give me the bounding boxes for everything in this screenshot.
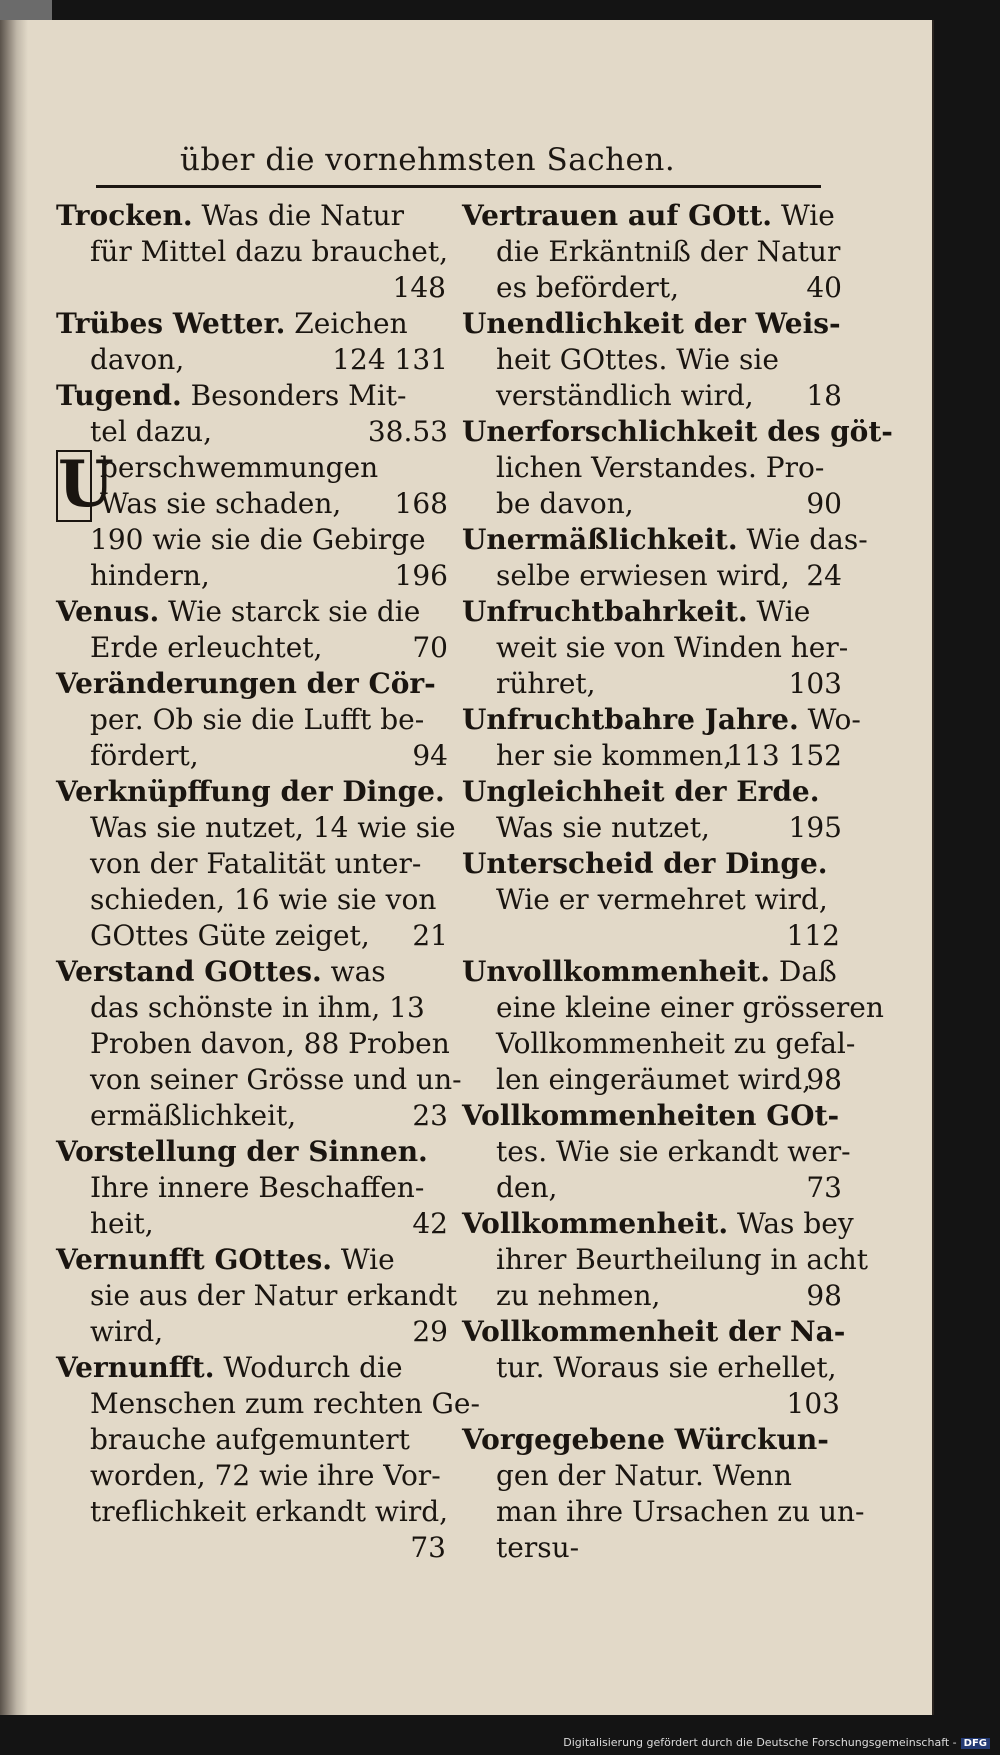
entry-line (462, 378, 842, 414)
entry-line (462, 1134, 851, 1170)
entry-text: rühret, (496, 667, 596, 700)
index-entry (462, 1422, 865, 1566)
entry-text: Wie er vermehret wird, (496, 883, 828, 916)
entry-line (56, 450, 448, 486)
entry-line (56, 1098, 448, 1134)
page-number: 40 (806, 271, 842, 304)
entry-line (56, 1458, 448, 1494)
entry-line (56, 1494, 448, 1530)
entry-text: verständlich wird, (496, 379, 754, 412)
entry-line (462, 774, 842, 810)
running-head: über die vornehmsten Sachen. (180, 142, 676, 178)
entry-line (56, 1314, 448, 1350)
entry-line (56, 630, 448, 666)
page-number: 70 (412, 631, 448, 664)
entry-text: sie aus der Natur erkandt (90, 1279, 458, 1312)
entry-headword: Venus. (56, 595, 160, 628)
entry-text: von seiner Grösse und un- (90, 1063, 462, 1096)
entry-line (462, 1350, 842, 1386)
entry-headword: Unfruchtbahrkeit. (462, 595, 748, 628)
entry-text: brauche aufgemuntert (90, 1423, 410, 1456)
entry-line (56, 918, 448, 954)
entry-text: Erde erleuchtet, (90, 631, 323, 664)
entry-text: heit, (90, 1207, 154, 1240)
page-number: 18 (806, 379, 842, 412)
entry-text: Was sie nutzet, (496, 811, 710, 844)
entry-line (462, 702, 861, 738)
entry-line (56, 522, 448, 558)
index-entry (462, 306, 842, 414)
entry-text: man ihre Ursachen zu un- (496, 1495, 865, 1528)
entry-line (462, 918, 842, 954)
entry-line (462, 1242, 868, 1278)
header-rule (96, 185, 821, 188)
entry-headword: Vernunfft. (56, 1351, 215, 1384)
entry-text: heit GOttes. Wie sie (496, 343, 779, 376)
entry-text: hindern, (90, 559, 210, 592)
entry-line (56, 882, 448, 918)
entry-text: wird, (90, 1315, 164, 1348)
page-number: 24 (806, 559, 842, 592)
entry-line (462, 1206, 854, 1242)
page-number: 148 (392, 271, 446, 304)
entry-text: len eingeräumet wird, (496, 1063, 812, 1096)
entry-text: be davon, (496, 487, 634, 520)
entry-text: Besonders Mit- (181, 379, 407, 412)
page-number: 38.53 (367, 415, 448, 448)
entry-line (462, 882, 842, 918)
entry-line (462, 990, 884, 1026)
entry-headword: Vernunfft GOttes. (56, 1243, 332, 1276)
page-number: 73 (806, 1171, 842, 1204)
entry-text: Was die Natur (192, 199, 405, 232)
entry-headword: Veränderungen der Cör- (56, 667, 436, 700)
page-number: 113 152 (726, 739, 842, 772)
index-entry (462, 774, 842, 846)
decorated-initial: U (58, 447, 114, 522)
page-number: 103 (786, 1387, 840, 1420)
index-entry (462, 1314, 846, 1422)
spine-shadow (0, 20, 28, 1715)
entry-text: schieden, 16 wie sie von (90, 883, 437, 916)
page-number: 94 (412, 739, 448, 772)
entry-line (462, 1458, 842, 1494)
entry-text: 190 wie sie die Gebirge (90, 523, 426, 556)
page-number: 124 131 (332, 343, 448, 376)
entry-headword: Vollkommenheiten GOt- (462, 1099, 840, 1132)
index-entry (462, 702, 861, 774)
entry-line (56, 846, 448, 882)
entry-text: für Mittel dazu brauchet, (90, 235, 449, 268)
entry-text: Wodurch die (214, 1351, 403, 1384)
entry-text: ihrer Beurtheilung in acht (496, 1243, 868, 1276)
index-entry (56, 954, 462, 1134)
entry-line (462, 522, 868, 558)
entry-text: den, (496, 1171, 558, 1204)
entry-headword: Vorstellung der Sinnen. (56, 1135, 428, 1168)
entry-line (462, 738, 842, 774)
entry-text: zu nehmen, (496, 1279, 661, 1312)
entry-text: per. Ob sie die Lufft be- (90, 703, 425, 736)
entry-headword: Ungleichheit der Erde. (462, 775, 820, 808)
entry-headword: Tugend. (56, 379, 182, 412)
entry-text: von der Fatalität unter- (90, 847, 422, 880)
entry-text: davon, (90, 343, 185, 376)
page-number: 42 (412, 1207, 448, 1240)
entry-line (462, 1170, 842, 1206)
entry-headword: Unfruchtbahre Jahre. (462, 703, 799, 736)
entry-line (56, 1206, 448, 1242)
index-entry (462, 414, 893, 522)
entry-text: Wie (772, 199, 835, 232)
entry-line (56, 1026, 448, 1062)
page-number: 196 (394, 559, 448, 592)
entry-line (56, 198, 448, 234)
entry-line (56, 558, 448, 594)
entry-text: Wie starck sie die (159, 595, 421, 628)
entry-text: her sie kommen, (496, 739, 733, 772)
index-entry (462, 1206, 868, 1314)
entry-text: Zeichen (285, 307, 408, 340)
entry-line (56, 486, 448, 522)
entry-text: fördert, (90, 739, 199, 772)
entry-line (462, 954, 842, 990)
page-number: 195 (788, 811, 842, 844)
entry-text: Was sie nutzet, 14 wie sie (90, 811, 456, 844)
index-entry (462, 954, 884, 1098)
entry-text: die Erkäntniß der Natur (496, 235, 841, 268)
entry-line (462, 630, 849, 666)
page-number: 112 (786, 919, 840, 952)
entry-text: worden, 72 wie ihre Vor- (90, 1459, 441, 1492)
entry-text: Wie (331, 1243, 395, 1276)
page-number: 90 (806, 487, 842, 520)
entry-line (56, 738, 448, 774)
entry-text: lichen Verstandes. Pro- (496, 451, 825, 484)
entry-text: berschwemmungen (100, 451, 379, 484)
entry-line (462, 666, 842, 702)
page-number: 23 (412, 1099, 448, 1132)
entry-headword: Trübes Wetter. (56, 307, 286, 340)
entry-text: eine kleine einer grösseren (496, 991, 884, 1024)
entry-line (56, 378, 448, 414)
entry-line (56, 666, 448, 702)
entry-text: weit sie von Winden her- (496, 631, 849, 664)
entry-line (462, 486, 842, 522)
entry-line (56, 810, 456, 846)
index-entry (462, 522, 868, 594)
page-number: 98 (806, 1063, 842, 1096)
entry-line (56, 234, 448, 270)
entry-line (462, 1314, 846, 1350)
entry-line (462, 810, 842, 846)
entry-text: tes. Wie sie erkandt wer- (496, 1135, 851, 1168)
entry-line (462, 1494, 865, 1530)
page-number: 98 (806, 1279, 842, 1312)
entry-text: selbe erwiesen wird, (496, 559, 790, 592)
book-page (0, 20, 934, 1715)
entry-text: gen der Natur. Wenn (496, 1459, 792, 1492)
entry-line (56, 1386, 480, 1422)
entry-headword: Unvollkommenheit. (462, 955, 770, 988)
entry-text: Vollkommenheit zu gefal- (496, 1027, 856, 1060)
entry-text: es befördert, (496, 271, 679, 304)
entry-line (462, 846, 842, 882)
entry-text: tel dazu, (90, 415, 212, 448)
index-entry (462, 1098, 851, 1206)
page-number: 21 (412, 919, 448, 952)
entry-line (462, 270, 842, 306)
entry-text: ermäßlichkeit, (90, 1099, 297, 1132)
entry-text: tur. Woraus sie erhellet, (496, 1351, 837, 1384)
entry-line (56, 414, 448, 450)
entry-text: tersu- (496, 1531, 580, 1564)
entry-headword: Unerforschlichkeit des göt- (462, 415, 893, 448)
entry-headword: Vollkommenheit. (462, 1207, 729, 1240)
entry-headword: Unterscheid der Dinge. (462, 847, 828, 880)
entry-line (56, 342, 448, 378)
entry-line (462, 1422, 842, 1458)
entry-line (56, 594, 448, 630)
entry-text: was (321, 955, 386, 988)
index-entry (56, 378, 448, 450)
entry-headword: Vollkommenheit der Na- (462, 1315, 846, 1348)
entry-line (56, 1422, 448, 1458)
entry-text: Menschen zum rechten Ge- (90, 1387, 480, 1420)
entry-text: Wie (747, 595, 811, 628)
entry-line (462, 342, 842, 378)
index-entry (56, 1134, 448, 1242)
entry-text: treflichkeit erkandt wird, (90, 1495, 449, 1528)
page-number: 168 (394, 487, 448, 520)
entry-text: Wo- (798, 703, 861, 736)
page-number: 103 (788, 667, 842, 700)
index-entry (462, 594, 849, 702)
entry-headword: Unermäßlichkeit. (462, 523, 738, 556)
entry-line (462, 1098, 842, 1134)
index-entry (462, 846, 842, 954)
entry-line (56, 270, 448, 306)
entry-text: Ihre innere Beschaffen- (90, 1171, 425, 1204)
entry-headword: Vorgegebene Würckun- (462, 1423, 829, 1456)
index-entry (56, 1350, 480, 1566)
entry-text: Was bey (728, 1207, 854, 1240)
entry-line (462, 306, 842, 342)
entry-line (462, 558, 842, 594)
entry-text: Wie das- (737, 523, 868, 556)
entry-line (462, 1026, 856, 1062)
entry-text: Proben davon, 88 Proben (90, 1027, 450, 1060)
entry-line (56, 1170, 448, 1206)
index-entry (56, 306, 448, 378)
entry-line (56, 702, 448, 738)
index-entry (56, 594, 448, 666)
entry-line (462, 198, 842, 234)
entry-text: das schönste in ihm, 13 (90, 991, 425, 1024)
credit-text: Digitalisierung gefördert durch die Deutsche Forschungsgemeinschaft - (563, 1736, 957, 1749)
entry-headword: Verknüpffung der Dinge. (56, 775, 445, 808)
entry-line (56, 1530, 448, 1566)
entry-headword: Unendlichkeit der Weis- (462, 307, 841, 340)
entry-line (56, 1062, 462, 1098)
entry-text: Daß (770, 955, 837, 988)
page-number: 29 (412, 1315, 448, 1348)
entry-text: Was sie schaden, (100, 487, 342, 520)
entry-headword: Vertrauen auf GOtt. (462, 199, 773, 232)
entry-line (56, 1242, 448, 1278)
entry-line (56, 1278, 458, 1314)
entry-line (462, 594, 842, 630)
index-entry (56, 447, 448, 594)
entry-headword: Trocken. (56, 199, 193, 232)
entry-line (462, 234, 842, 270)
index-entry (56, 666, 448, 774)
index-entry (56, 1242, 458, 1350)
dfg-logo: DFG (961, 1738, 990, 1749)
entry-line (462, 1062, 842, 1098)
entry-line (56, 306, 448, 342)
entry-line (462, 1278, 842, 1314)
index-entry (462, 198, 842, 306)
binding-clip (0, 0, 52, 22)
entry-line (56, 774, 448, 810)
page-number: 73 (410, 1531, 446, 1564)
entry-line (462, 450, 842, 486)
index-entry (56, 198, 448, 306)
digitization-credit (563, 1736, 990, 1749)
entry-line (56, 954, 448, 990)
entry-line (56, 1134, 448, 1170)
entry-line (56, 1350, 448, 1386)
entry-line (56, 990, 448, 1026)
entry-line (462, 414, 893, 450)
entry-headword: Verstand GOttes. (56, 955, 322, 988)
entry-line (462, 1386, 842, 1422)
entry-text: GOttes Güte zeiget, (90, 919, 370, 952)
entry-line (462, 1530, 842, 1566)
index-entry (56, 774, 456, 954)
